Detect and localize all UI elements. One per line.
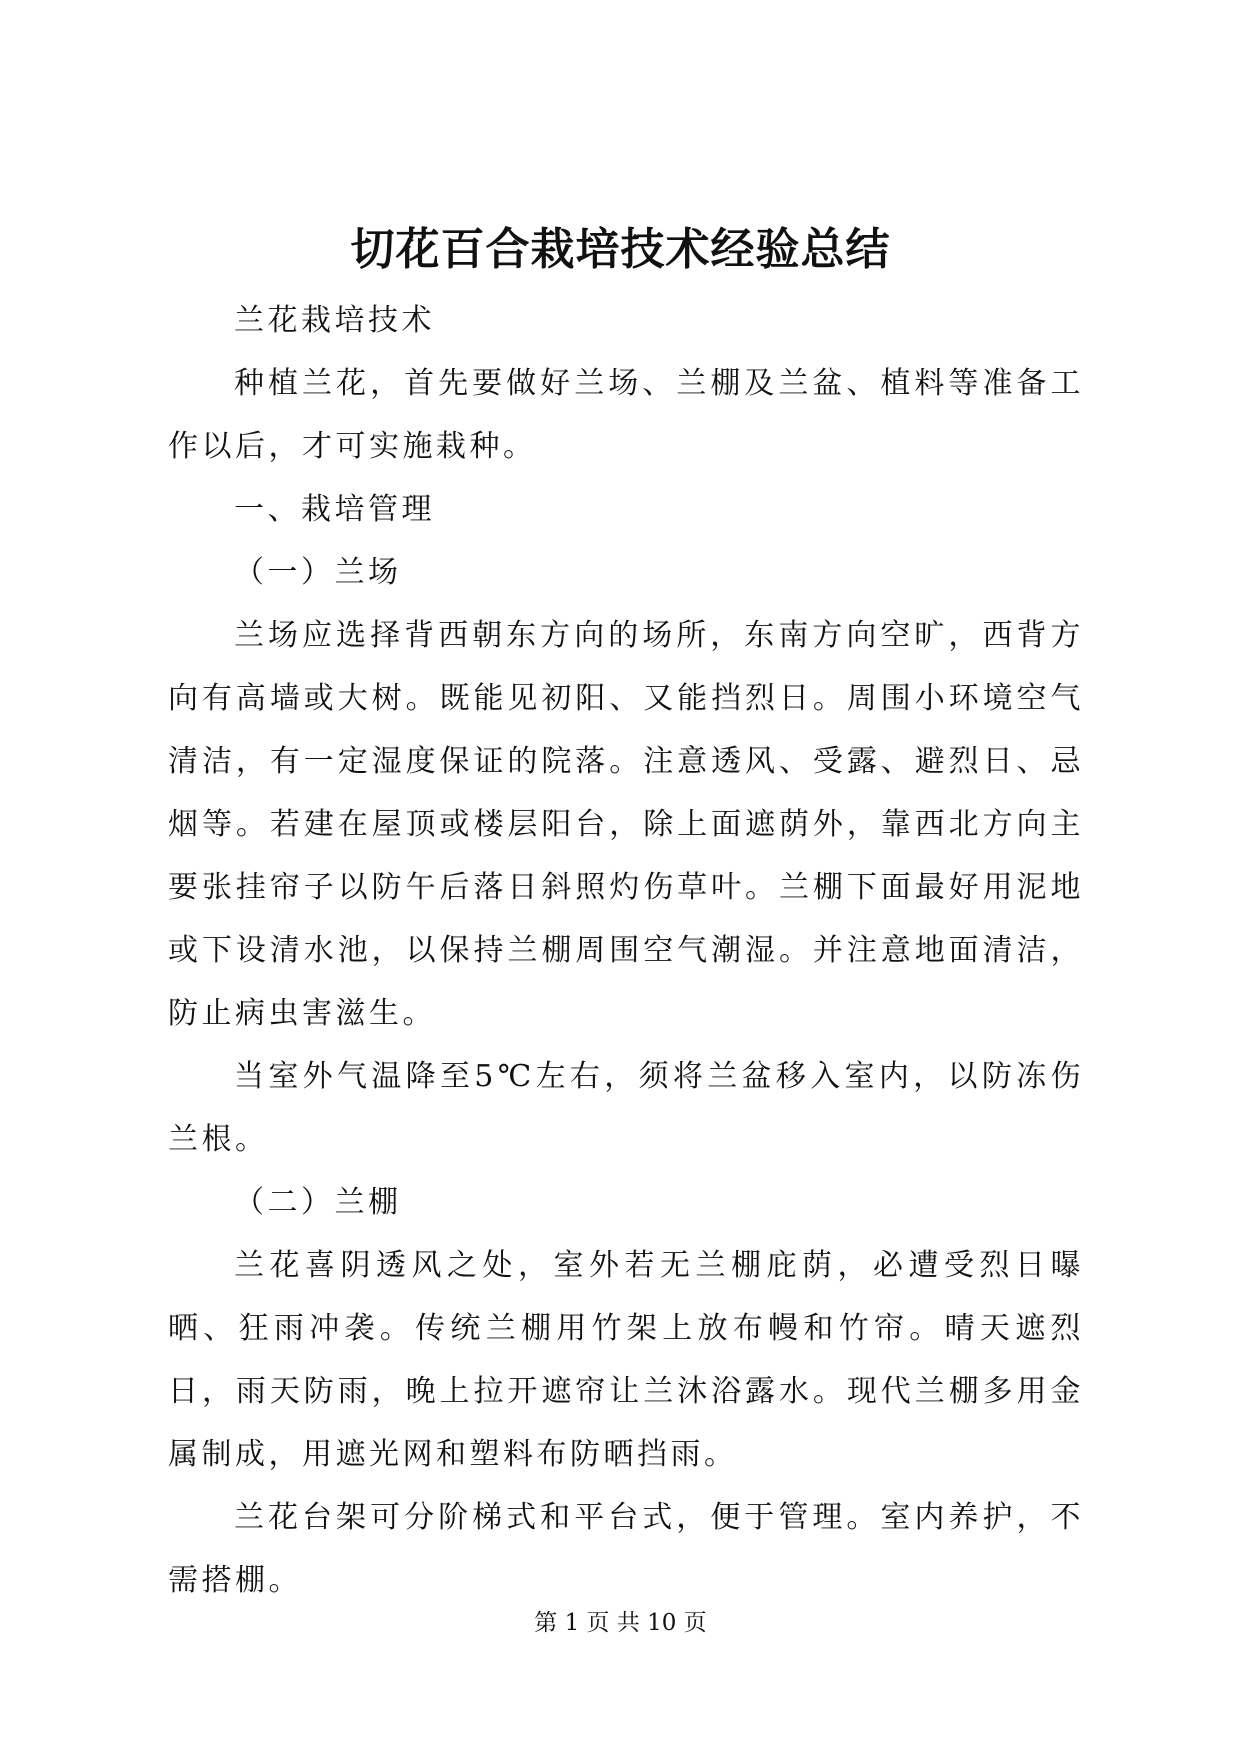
subsection-heading-orchid-shed: （二）兰棚: [234, 1185, 402, 1220]
page-number-footer: 第 1 页 共 10 页: [534, 1610, 707, 1636]
paragraph-orchid-field: 兰场应选择背西朝东方向的场所，东南方向空旷，西背方向有高墙或大树。既能见初阳、又能挡烈日。周围小环境空气清洁，有一定湿度保证的院落。注意透风、受露、避烈日、忌烟等。若建在屋顶或楼层阳台，除上面遮荫外，靠西北方向主要张挂帘子以防午后落日斜照灼伤草叶。兰棚下面最好用泥地或下设清水池，以保持兰棚周围空气潮湿。并注意地面清洁，防止病虫害滋生。: [168, 618, 1084, 1031]
section-heading-cultivation: 一、栽培管理: [234, 492, 435, 527]
document-body: [168, 289, 1084, 1612]
paragraph-temperature: 当室外气温降至5℃左右，须将兰盆移入室内，以防冻伤兰根。: [168, 1059, 1084, 1157]
paragraph-intro: 种植兰花，首先要做好兰场、兰棚及兰盆、植料等准备工作以后，才可实施栽种。: [168, 366, 1084, 464]
paragraph-orchid-shed: 兰花喜阴透风之处，室外若无兰棚庇荫，必遭受烈日曝晒、狂雨冲袭。传统兰棚用竹架上放布幔和竹帘。晴天遮烈日，雨天防雨，晚上拉开遮帘让兰沐浴露水。现代兰棚多用金属制成，用遮光网和塑料布防晒挡雨。: [168, 1248, 1084, 1472]
subsection-heading-orchid-field: （一）兰场: [234, 555, 402, 590]
document-title: 切花百合栽培技术经验总结: [350, 224, 891, 275]
paragraph-shelf: 兰花台架可分阶梯式和平台式，便于管理。室内养护，不需搭棚。: [168, 1500, 1084, 1598]
paragraph-subtitle: 兰花栽培技术: [234, 303, 435, 338]
